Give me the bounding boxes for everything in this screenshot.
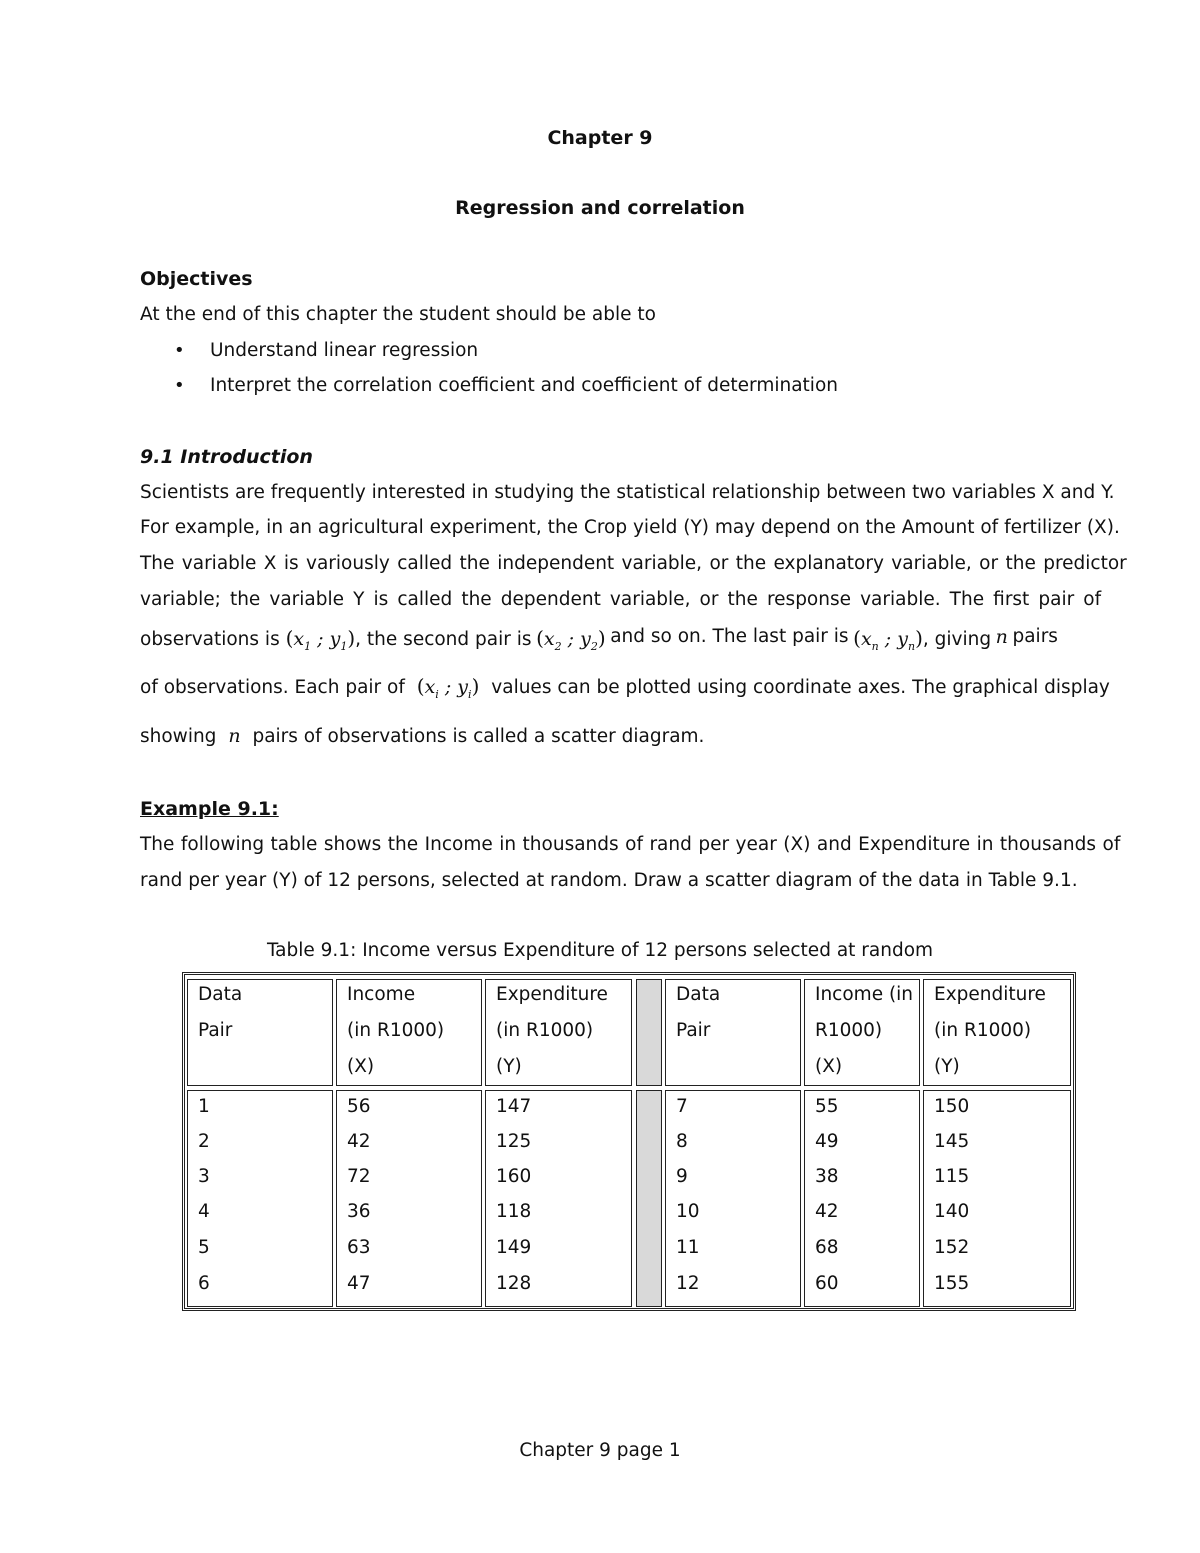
math-n: n [228,725,241,747]
math-pair-i: ($x_i$ ; $y_i$) [416,674,480,701]
page-title: Regression and correlation [455,197,745,219]
section-heading: 9.1 Introduction [140,446,313,468]
bullet-icon: • [174,375,185,396]
table-body-cell: 150 145 115 140 152 155 [923,1090,1071,1307]
table-spacer [636,979,662,1086]
chapter-label: Chapter 9 [547,127,653,149]
table-body-cell: 56 42 72 36 63 47 [336,1090,482,1307]
table-body-cell: 1 2 3 4 5 6 [187,1090,333,1307]
table-spacer [636,1090,662,1307]
paragraph-line [140,553,1127,574]
paragraph-line: of observations. Each pair of ($x_i$ ; $y_i$) values can be plotted using coordinate axes. The graphical display [140,674,1110,701]
table-body-cell: 7 8 9 10 11 12 [665,1090,801,1307]
paragraph-line-text: The variable X is variously called the independent variable, or the explanatory variable, or the predictor [140,553,1127,574]
objectives-intro: At the end of this chapter the student should be able to [140,304,656,325]
math-pair-n: ($x_n$ ; $y_n$) [853,626,923,653]
table-body-cell: 55 49 38 42 68 60 [804,1090,920,1307]
intro-paragraph [140,482,1127,762]
example-heading: Example 9.1: [140,798,279,820]
bullet-icon: • [174,340,185,361]
paragraph-line: For example, in an agricultural experiment, the Crop yield (Y) may depend on the Amount of fertilizer (X). [140,517,1120,538]
page-footer: Chapter 9 page 1 [519,1440,681,1461]
paragraph-line: variable; the variable Y is called the dependent variable, or the response variable. The first pair of [140,589,1102,610]
paragraph-line: observations is ($x_1$ ; $y_1$), the second pair is ($x_2$ ; $y_2$) and so on. The last pair is ($x_n$ ; $y_n$), giving n pairs [140,626,1058,653]
table-header-cell: Data Pair [187,979,333,1086]
objective-item: Interpret the correlation coefficient and coefficient of determination [210,375,838,396]
math-pair-2: ($x_2$ ; $y_2$) [536,626,606,653]
objectives-heading: Objectives [140,268,253,290]
table-body-cell: 147 125 160 118 149 128 [485,1090,632,1307]
table-caption: Table 9.1: Income versus Expenditure of 12 persons selected at random [266,940,934,961]
table-header-cell: Income (in R1000) (X) [336,979,482,1086]
data-table [182,972,1076,1311]
example-paragraph [140,834,1121,904]
table-header-cell: Data Pair [665,979,801,1086]
table-header-cell: Expenditure (in R1000) (Y) [923,979,1071,1086]
paragraph-line: The following table shows the Income in thousands of rand per year (X) and Expenditure in thousands of [140,834,1121,855]
paragraph-line: Scientists are frequently interested in studying the statistical relationship between two variables X and Y. [140,482,1115,503]
table-header-cell: Expenditure (in R1000) (Y) [485,979,632,1086]
table-header-cell: Income (in R1000) (X) [804,979,920,1086]
objective-item: Understand linear regression [210,340,479,361]
math-n: n [995,626,1008,648]
paragraph-line: rand per year (Y) of 12 persons, selected at random. Draw a scatter diagram of the data in Table 9.1. [140,870,1078,891]
math-pair-1: ($x_1$ ; $y_1$) [285,626,356,653]
paragraph-line: showing n pairs of observations is called a scatter diagram. [140,725,705,747]
